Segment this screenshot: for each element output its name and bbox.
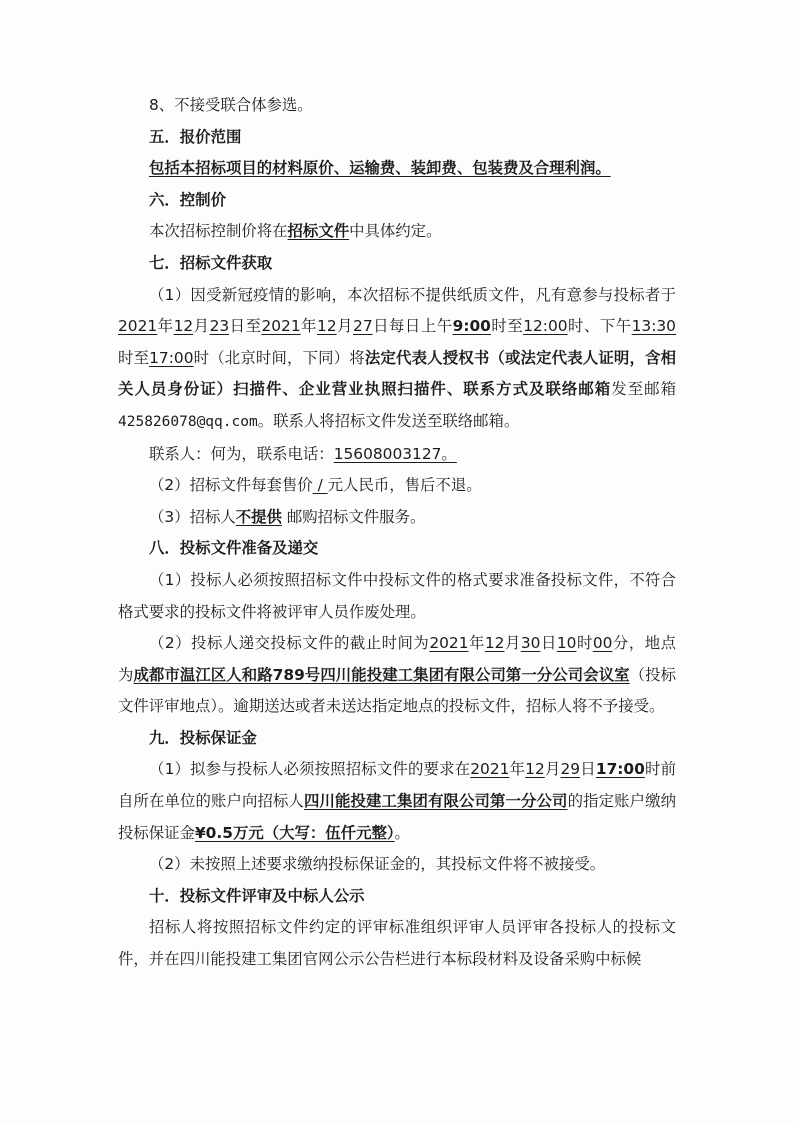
mail-service-value: 不提供 (235, 507, 282, 526)
section-9-title: 九．投标保证金 (149, 728, 257, 747)
section-8-title: 八．投标文件准备及递交 (149, 539, 319, 558)
s7p1-t4: 年 (300, 317, 318, 336)
section-8-para-1: （1）投标人必须按照招标文件中投标文件的格式要求准备投标文件，不符合格式要求的投标文件将被评审人员作废处理。 (118, 570, 676, 621)
s7p1-t9: 时至 (118, 348, 150, 367)
s7p1-t3: 日至 (229, 317, 262, 336)
start-year: 2021 (118, 317, 158, 336)
section-5-body (118, 153, 676, 185)
tenderer-company: 四川能投建工集团有限公司第一分公司 (304, 792, 568, 811)
s8p2-t2: 月 (504, 634, 521, 653)
pm-end-time: 17:00 (149, 348, 194, 367)
end-month: 12 (317, 317, 337, 336)
s9p1-t5: 的指定账户缴纳投标保证金 (118, 792, 676, 842)
end-day: 27 (353, 317, 373, 336)
s7p1-t1: 年 (157, 317, 174, 336)
s7p3-post: 邮购招标文件服务。 (281, 507, 426, 526)
contact-phone: 15608003127。 (333, 444, 457, 463)
quote-scope-text: 包括本招标项目的材料原价、运输费、装卸费、包装费及合理利润。 (149, 159, 611, 178)
deposit-amount: ¥0.5万元（大写：伍仟元整） (194, 823, 395, 842)
section-8-para-2 (118, 628, 676, 723)
s9p1-t1: 年 (509, 760, 526, 779)
deposit-year: 2021 (470, 760, 510, 779)
contact-line (118, 439, 676, 471)
s7p1-t5: 月 (336, 317, 354, 336)
section-9-para-1 (118, 754, 676, 849)
s7p1-t12: 。联系人将招标文件发送至联络邮箱。 (257, 411, 520, 430)
s7p1-t8: 时、下午 (567, 317, 632, 336)
am-end-time: 12:00 (523, 317, 568, 336)
s7p2-post: 元人民币，售后不退。 (327, 476, 482, 495)
s7p1-t10: 时（北京时间，下同）将 (193, 348, 365, 367)
deadline-minute: 00 (592, 634, 613, 653)
required-documents: 法定代表人授权书（或法定代表人证明，含相关人员身份证）扫描件、企业营业执照扫描件、联系方式及联络邮箱 (118, 348, 676, 399)
s9p1-t3: 日 (580, 760, 596, 779)
am-start-time: 9:00 (452, 317, 491, 336)
section-10-para-1: 招标人将按照招标文件约定的评审标准组织评审人员评审各投标人的投标文件，并在四川能投建工集团官网公示公告栏进行本标段材料及设备采购中标候 (118, 918, 676, 969)
section-10-title: 十．投标文件评审及中标人公示 (149, 886, 365, 905)
deadline-year: 2021 (429, 634, 469, 653)
section-9-para-2: （2）未按照上述要求缴纳投标保证金的，其投标文件将不被接受。 (149, 855, 606, 874)
s9p1-t6: 。 (394, 823, 410, 842)
deadline-day: 30 (520, 634, 541, 653)
s7p1-t2: 月 (193, 317, 210, 336)
pm-start-time: 13:30 (631, 317, 676, 336)
start-month: 12 (173, 317, 194, 336)
s7p3-pre: （3）招标人 (149, 507, 236, 526)
s7p1-intro: （1）因受新冠疫情的影响，本次招标不提供纸质文件，凡有意参与投标者于 (149, 285, 676, 304)
s7p1-t11: 发至邮箱 (611, 380, 676, 399)
deadline-month: 12 (484, 634, 505, 653)
s9p1-t4: 时前自所在单位的账户向招标人 (118, 760, 676, 811)
contact-label: 联系人：何为，联系电话： (149, 444, 334, 463)
document-price: / (312, 476, 328, 495)
end-year: 2021 (261, 317, 301, 336)
s8p2-t4: 时 (576, 634, 593, 653)
s8p2-t5: 分，地点为 (118, 634, 676, 684)
section-7-para-1 (118, 280, 676, 439)
item-8: 8、不接受联合体参选。 (149, 96, 313, 114)
s7p1-t7: 时至 (490, 317, 524, 336)
section-7-para-3 (118, 502, 676, 534)
s8p2-t1: 年 (468, 634, 485, 653)
s8p2-intro: （2）投标人递交投标文件的截止时间为 (149, 634, 430, 653)
submission-place: 成都市温江区人和路789号四川能投建工集团有限公司第一分公司会议室 (133, 665, 630, 684)
s7p2-pre: （2）招标文件每套售价 (149, 476, 313, 495)
s9p1-intro: （1）拟参与投标人必须按照招标文件的要求在 (149, 760, 471, 779)
bid-document-ref: 招标文件 (287, 222, 350, 241)
section-7-title: 七．招标文件获取 (149, 253, 273, 272)
s8p2-t3: 日 (540, 634, 557, 653)
s8p2-t6: （投标文件评审地点）。逾期送达或者未送达指定地点的投标文件，招标人将不予接受。 (118, 665, 676, 716)
section-7-para-2 (118, 470, 676, 502)
start-day: 23 (209, 317, 230, 336)
section-6-body (118, 216, 676, 248)
section-6-title: 六．控制价 (149, 190, 226, 209)
section-5-title: 五．报价范围 (149, 127, 242, 146)
deadline-hour: 10 (556, 634, 577, 653)
section-6-post: 中具体约定。 (349, 222, 442, 241)
deposit-month: 12 (525, 760, 545, 779)
section-6-pre: 本次招标控制价将在 (149, 222, 288, 241)
s7p1-t6: 日每日上午 (372, 317, 453, 336)
s9p1-t2: 月 (544, 760, 561, 779)
deposit-time: 17:00 (595, 760, 645, 779)
deposit-day: 29 (560, 760, 581, 779)
contact-email: 425826078@qq.com (118, 413, 258, 430)
